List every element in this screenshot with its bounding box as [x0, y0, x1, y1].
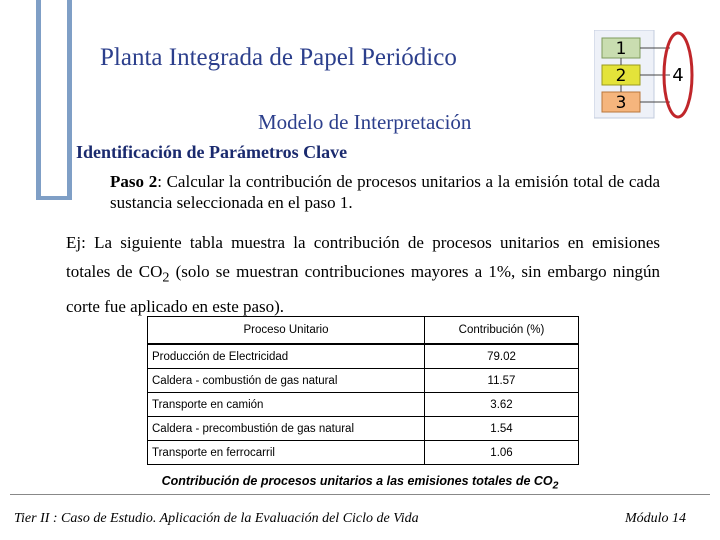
contribution-cell: 11.57 [425, 369, 579, 393]
column-header-contribution: Contribución (%) [425, 317, 579, 345]
section-heading: Identificación de Parámetros Clave [76, 142, 348, 162]
contribution-cell: 1.54 [425, 417, 579, 441]
decorative-sidebar-bar [36, 0, 72, 200]
process-cell: Producción de Electricidad [148, 344, 425, 369]
table-row [148, 369, 579, 393]
table-caption-text: Contribución de procesos unitarios a las emisiones totales de CO [161, 474, 553, 488]
example-paragraph [66, 228, 660, 321]
footer-divider [10, 494, 710, 495]
step-label: Paso 2 [110, 172, 158, 191]
table-row [148, 344, 579, 369]
sidebar-inner-panel [41, 0, 67, 196]
process-cell: Transporte en ferrocarril [148, 441, 425, 465]
contribution-cell: 79.02 [425, 344, 579, 369]
example-text-start: Ej: La siguiente tabla muestra la contribución de procesos unitarios en emisiones totales de CO [66, 233, 660, 281]
footer-course-title: Tier II : Caso de Estudio. Aplicación de la Evaluación del Ciclo de Vida [14, 511, 419, 526]
table-caption [0, 474, 720, 492]
slide-title: Planta Integrada de Papel Periódico [100, 44, 457, 71]
process-cell: Caldera - combustión de gas natural [148, 369, 425, 393]
step-text: : Calcular la contribución de procesos unitarios a la emisión total de cada sustancia seleccionada en el paso 1. [110, 172, 660, 213]
slide-subtitle: Modelo de Interpretación [258, 110, 472, 134]
process-cell: Caldera - precombustión de gas natural [148, 417, 425, 441]
diagram-step-1-label: 1 [615, 39, 627, 59]
diagram-step-4-label: 4 [672, 65, 684, 86]
contribution-cell: 3.62 [425, 393, 579, 417]
example-co2-subscript: 2 [162, 269, 170, 286]
diagram-step-3-label: 3 [615, 93, 627, 113]
table-caption-subscript: 2 [552, 480, 559, 492]
step-paragraph [66, 171, 660, 214]
contribution-cell: 1.06 [425, 441, 579, 465]
footer-module-number: Módulo 14 [624, 511, 686, 526]
contribution-table [147, 316, 579, 465]
table-row [148, 393, 579, 417]
table-header-row [148, 317, 579, 345]
column-header-process: Proceso Unitario [148, 317, 425, 345]
process-cell: Transporte en camión [148, 393, 425, 417]
diagram-step-2-label: 2 [615, 66, 627, 86]
table-row [148, 417, 579, 441]
methodology-step-diagram [594, 30, 696, 120]
example-text-end: (solo se muestran contribuciones mayores a 1%, sin embargo ningún corte fue aplicado en este paso). [66, 262, 660, 317]
table-row [148, 441, 579, 465]
